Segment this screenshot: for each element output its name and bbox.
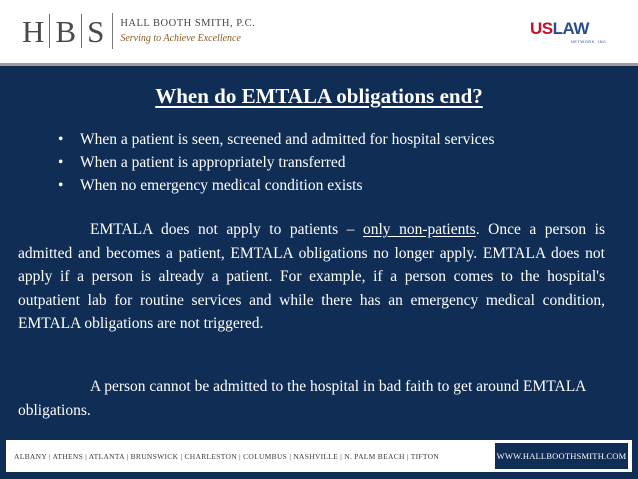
bullet-item: • When a patient is appropriately transferred [58,151,618,174]
header-band [0,0,638,66]
bullet-item: • When a patient is seen, screened and admitted for hospital services [58,128,618,151]
logo-separator [49,14,50,48]
logo-monogram [22,14,104,48]
logo-letter-s: S [87,13,105,49]
paragraph-patients [18,218,605,336]
paragraph-text: EMTALA does not apply to patients – [90,221,363,238]
logo-separator [81,14,82,48]
header-rule [0,63,638,66]
logo-letter-b: B [55,13,77,49]
uslaw-logo [530,20,608,46]
website-link[interactable]: WWW.HALLBOOTHSMITH.COM [495,443,628,469]
footer-band [6,440,632,472]
underlined-phrase: only non-patients [362,221,476,238]
office-locations: ALBANY | ATHENS | ATLANTA | BRUNSWICK | CHARLESTON | COLUMBUS | NASHVILLE | N. PALM BEACH | TIFTON [14,451,440,461]
logo-divider [112,13,113,49]
uslaw-subtitle: NETWORK, INC. [570,39,608,44]
uslaw-law: LAW [552,19,589,38]
slide-title: When do EMTALA obligations end? [155,84,483,108]
firm-name: HALL BOOTH SMITH, P.C. [120,18,256,29]
uslaw-us: US [530,19,553,38]
paragraph-bad-faith: A person cannot be admitted to the hospital in bad faith to get around EMTALA obligations. [18,378,586,419]
bullet-list [58,128,618,197]
paragraph-text: . Once a person is admitted and becomes a patient, EMTALA obligations no longer apply. EMTALA does not apply if a person is already a patient. For example, if a person comes to the hospital's outpatient lab for routine services and while there has an emergency medical condition, EMTALA obligations are not triggered. [18,221,605,332]
firm-logo [22,11,255,51]
logo-letter-h: H [22,13,45,49]
firm-tagline: Serving to Achieve Excellence [120,33,241,44]
bullet-item: • When no emergency medical condition exists [58,174,618,197]
logo-text [120,17,255,45]
uslaw-wordmark [530,20,608,38]
